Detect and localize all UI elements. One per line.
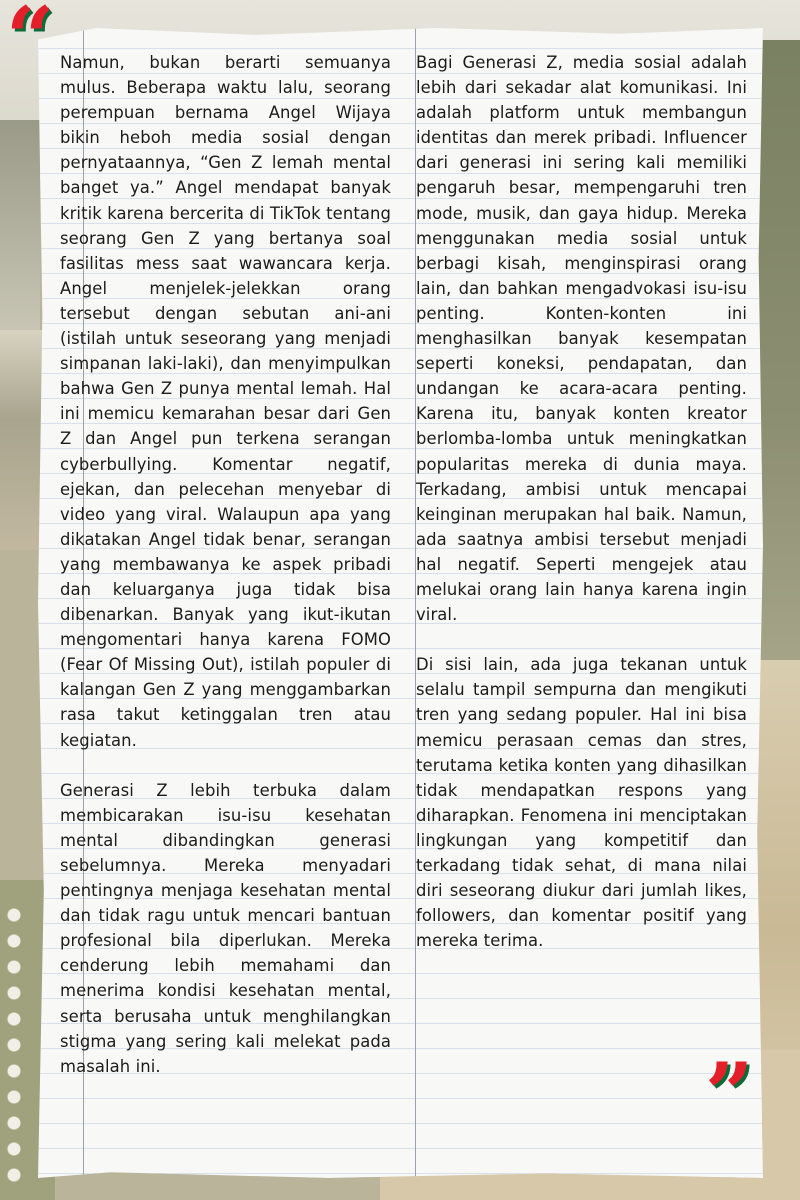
right-paragraph-2: Di sisi lain, ada juga tekanan untuk selalu tampil sempurna dan mengikuti tren yang sedang populer. Hal ini bisa memicu perasaan cemas dan stres, terutama ketika konten yang dihasilkan tidak mendapatkan respons yang diharapkan. Fenomena ini menciptakan lingkungan yang kompetitif dan terkadang tidak sehat, di mana nilai diri seseorang diukur dari jumlah likes, followers, dan komentar positif yang mereka terima. (416, 655, 747, 951)
right-text-column (416, 50, 747, 953)
left-text-column (60, 50, 391, 1079)
close-quote-icon: ” (705, 1044, 754, 1143)
left-paragraph-2: Generasi Z lebih terbuka dalam membicarakan isu-isu kesehatan mental dibandingkan generasi sebelumnya. Mereka menyadari pentingnya menjaga kesehatan mental dan tidak ragu untuk mencari bantuan profesional bila diperlukan. Mereka cenderung lebih memahami dan menerima kondisi kesehatan mental, serta berusaha untuk menghilangkan stigma yang sering kali melekat pada masalah ini. (60, 780, 391, 1076)
binder-holes (4, 905, 24, 1185)
right-paragraph-1: Bagi Generasi Z, media sosial adalah lebih dari sekadar alat komunikasi. Ini adalah platform untuk membangun identitas dan merek pribadi. Influencer dari generasi ini sering kali memiliki pengaruh besar, mempengaruhi tren mode, musik, dan gaya hidup. Mereka menggunakan media sosial untuk berbagi kisah, menginspirasi orang lain, dan bahkan mengadvokasi isu-isu penting. Konten-konten ini menghasilkan banyak kesempatan seperti koneksi, pendapatan, dan undangan ke acara-acara penting. Karena itu, banyak konten kreator berlomba-lomba untuk meningkatkan popularitas mereka di dunia maya. Terkadang, ambisi untuk mencapai keinginan merupakan hal baik. Namun, ada saatnya ambisi tersebut menjadi hal negatif. Seperti mengejek atau melukai orang lain hanya karena ingin viral. (416, 53, 747, 625)
open-quote-icon: “ (6, 0, 55, 87)
left-paragraph-1: Namun, bukan berarti semuanya mulus. Beberapa waktu lalu, seorang perempuan bernama Angel Wijaya bikin heboh media sosial dengan pernyataannya, “Gen Z lemah mental banget ya.” Angel mendapat banyak kritik karena bercerita di TikTok tentang seorang Gen Z yang bertanya soal fasilitas mess saat wawancara kerja. Angel menjelek-jelekkan orang tersebut dengan sebutan ani-ani (istilah untuk seseorang yang menjadi simpanan laki-laki), dan menyimpulkan bahwa Gen Z punya mental lemah. Hal ini memicu kemarahan besar dari Gen Z dan Angel pun terkena serangan cyberbullying. Komentar negatif, ejekan, dan pelecehan menyebar di video yang viral. Walaupun apa yang dikatakan Angel tidak benar, serangan yang membawanya ke aspek pribadi dan keluarganya juga tidak bisa dibenarkan. Banyak yang ikut-ikutan mengomentari hanya karena FOMO (Fear Of Missing Out), istilah populer di kalangan Gen Z yang menggambarkan rasa takut ketinggalan tren atau kegiatan. (60, 53, 391, 750)
